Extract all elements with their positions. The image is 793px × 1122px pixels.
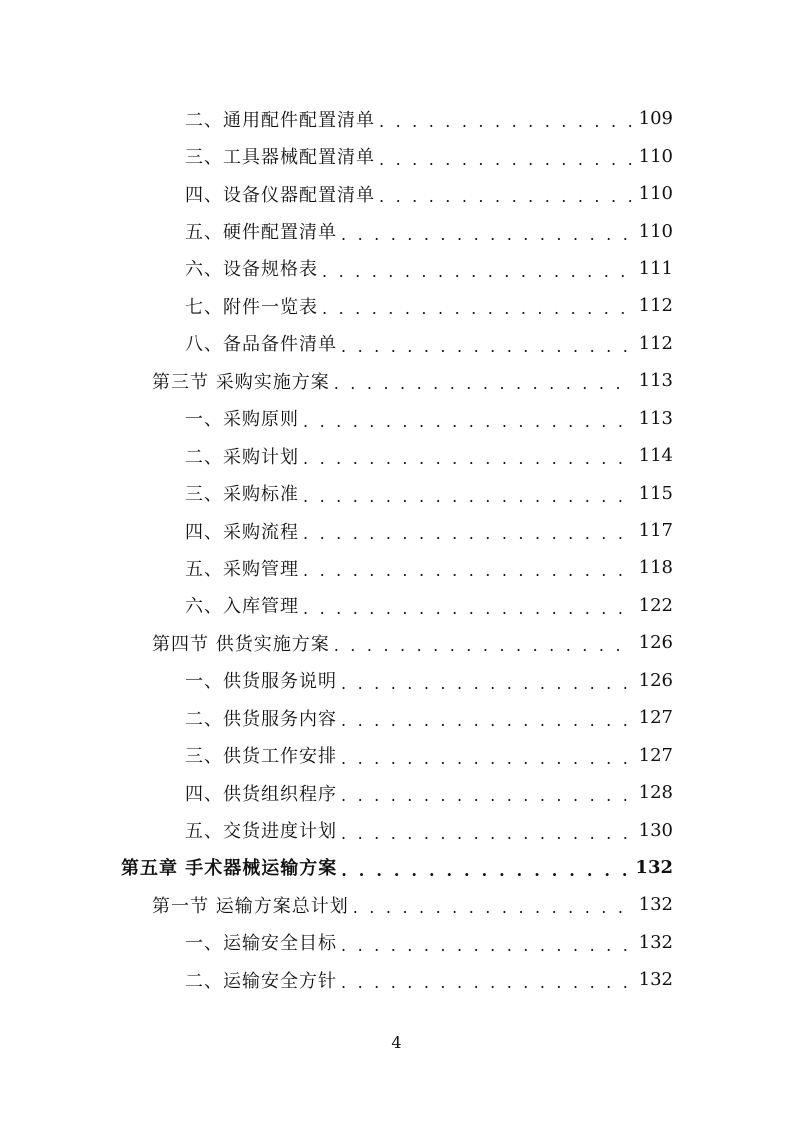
- toc-entry-page: 132: [635, 856, 673, 878]
- toc-entry-title: 第三节 采购实施方案: [152, 371, 330, 393]
- toc-entry-title: 二、采购计划: [185, 446, 299, 468]
- toc-leader-dots: [341, 711, 633, 730]
- toc-entry-page: 117: [638, 520, 673, 542]
- toc-entry[interactable]: [0, 549, 793, 586]
- toc-leader-dots: [341, 749, 633, 768]
- toc-entry-title: 三、工具器械配置清单: [185, 147, 375, 169]
- toc-entry[interactable]: [0, 212, 793, 249]
- toc-leader-dots: [341, 824, 633, 843]
- toc-leader-dots: [379, 112, 633, 131]
- toc-entry-page: 132: [638, 969, 673, 991]
- toc-entry-page: 127: [638, 744, 673, 766]
- toc-entry-title: 二、供货服务内容: [185, 708, 337, 730]
- toc-leader-dots: [303, 599, 633, 618]
- toc-entry-page: 122: [638, 594, 673, 616]
- toc-entry[interactable]: [0, 287, 793, 324]
- toc-entry-title: 五、采购管理: [185, 558, 299, 580]
- toc-leader-dots: [379, 150, 633, 169]
- toc-entry[interactable]: [0, 250, 793, 287]
- toc-entry[interactable]: [0, 437, 793, 474]
- page-number: 4: [391, 1033, 402, 1052]
- toc-entry[interactable]: [0, 137, 793, 174]
- toc-leader-dots: [341, 337, 633, 356]
- toc-entry-page: 114: [638, 445, 673, 467]
- toc-entry-title: 第四节 供货实施方案: [152, 633, 330, 655]
- toc-entry-title: 四、供货组织程序: [185, 783, 337, 805]
- toc-entry-title: 三、供货工作安排: [185, 746, 337, 768]
- toc-entry-page: 132: [638, 894, 673, 916]
- toc-entry-page: 130: [638, 819, 673, 841]
- toc-entry-title: 六、入库管理: [185, 596, 299, 618]
- toc-entry[interactable]: [0, 512, 793, 549]
- toc-entry-title: 四、采购流程: [185, 521, 299, 543]
- toc-entry-page: 118: [638, 557, 673, 579]
- toc-leader-dots: [322, 299, 633, 318]
- toc-entry-title: 四、设备仪器配置清单: [185, 184, 375, 206]
- toc-entry-page: 127: [638, 707, 673, 729]
- toc-entry-title: 六、设备规格表: [185, 259, 318, 281]
- toc-leader-dots: [353, 898, 633, 917]
- toc-leader-dots: [341, 973, 633, 992]
- toc-leader-dots: [303, 561, 633, 580]
- toc-leader-dots: [303, 449, 633, 468]
- toc-entry-page: 110: [638, 183, 673, 205]
- toc-entry-page: 126: [638, 669, 673, 691]
- toc-entry-title: 一、供货服务说明: [185, 671, 337, 693]
- toc-entry-title: 三、采购标准: [185, 484, 299, 506]
- table-of-contents: [0, 100, 793, 999]
- toc-entry-title: 第五章 手术器械运输方案: [121, 858, 338, 880]
- toc-entry[interactable]: [0, 474, 793, 511]
- toc-entry-page: 115: [638, 482, 673, 504]
- toc-entry-page: 110: [638, 220, 673, 242]
- toc-entry-page: 111: [638, 257, 673, 279]
- toc-leader-dots: [303, 487, 633, 506]
- toc-chapter-entry[interactable]: [0, 849, 793, 886]
- toc-entry[interactable]: [0, 961, 793, 998]
- toc-leader-dots: [341, 674, 633, 693]
- toc-entry-page: 113: [638, 407, 673, 429]
- toc-entry[interactable]: [0, 175, 793, 212]
- toc-leader-dots: [334, 374, 633, 393]
- toc-entry-title: 八、备品备件清单: [185, 334, 337, 356]
- toc-entry-title: 七、附件一览表: [185, 296, 318, 318]
- toc-entry-page: 112: [638, 332, 673, 354]
- toc-entry[interactable]: [0, 100, 793, 137]
- toc-leader-dots: [322, 262, 633, 281]
- toc-entry[interactable]: [0, 924, 793, 961]
- toc-entry[interactable]: [0, 325, 793, 362]
- toc-leader-dots: [303, 524, 633, 543]
- toc-leader-dots: [341, 225, 633, 244]
- toc-entry[interactable]: [0, 587, 793, 624]
- toc-leader-dots: [341, 861, 629, 880]
- toc-entry[interactable]: [0, 699, 793, 736]
- toc-leader-dots: [303, 412, 633, 431]
- toc-entry-title: 第一节 运输方案总计划: [152, 895, 349, 917]
- toc-leader-dots: [334, 636, 633, 655]
- toc-entry-title: 二、通用配件配置清单: [185, 109, 375, 131]
- toc-entry-page: 113: [638, 370, 673, 392]
- toc-entry[interactable]: [0, 811, 793, 848]
- toc-entry-title: 一、运输安全目标: [185, 933, 337, 955]
- toc-entry-title: 五、硬件配置清单: [185, 222, 337, 244]
- toc-section-entry[interactable]: [0, 362, 793, 399]
- toc-entry[interactable]: [0, 774, 793, 811]
- toc-entry-page: 128: [638, 782, 673, 804]
- toc-entry-page: 112: [638, 295, 673, 317]
- toc-leader-dots: [379, 187, 633, 206]
- toc-entry-page: 109: [638, 108, 673, 130]
- toc-entry-title: 一、采购原则: [185, 409, 299, 431]
- toc-entry-title: 五、交货进度计划: [185, 821, 337, 843]
- toc-section-entry[interactable]: [0, 624, 793, 661]
- toc-entry-title: 二、运输安全方针: [185, 970, 337, 992]
- toc-entry[interactable]: [0, 400, 793, 437]
- toc-entry-page: 110: [638, 145, 673, 167]
- toc-leader-dots: [341, 786, 633, 805]
- toc-section-entry[interactable]: [0, 886, 793, 923]
- toc-entry-page: 126: [638, 632, 673, 654]
- toc-leader-dots: [341, 936, 633, 955]
- toc-entry[interactable]: [0, 736, 793, 773]
- toc-entry-page: 132: [638, 931, 673, 953]
- toc-entry[interactable]: [0, 662, 793, 699]
